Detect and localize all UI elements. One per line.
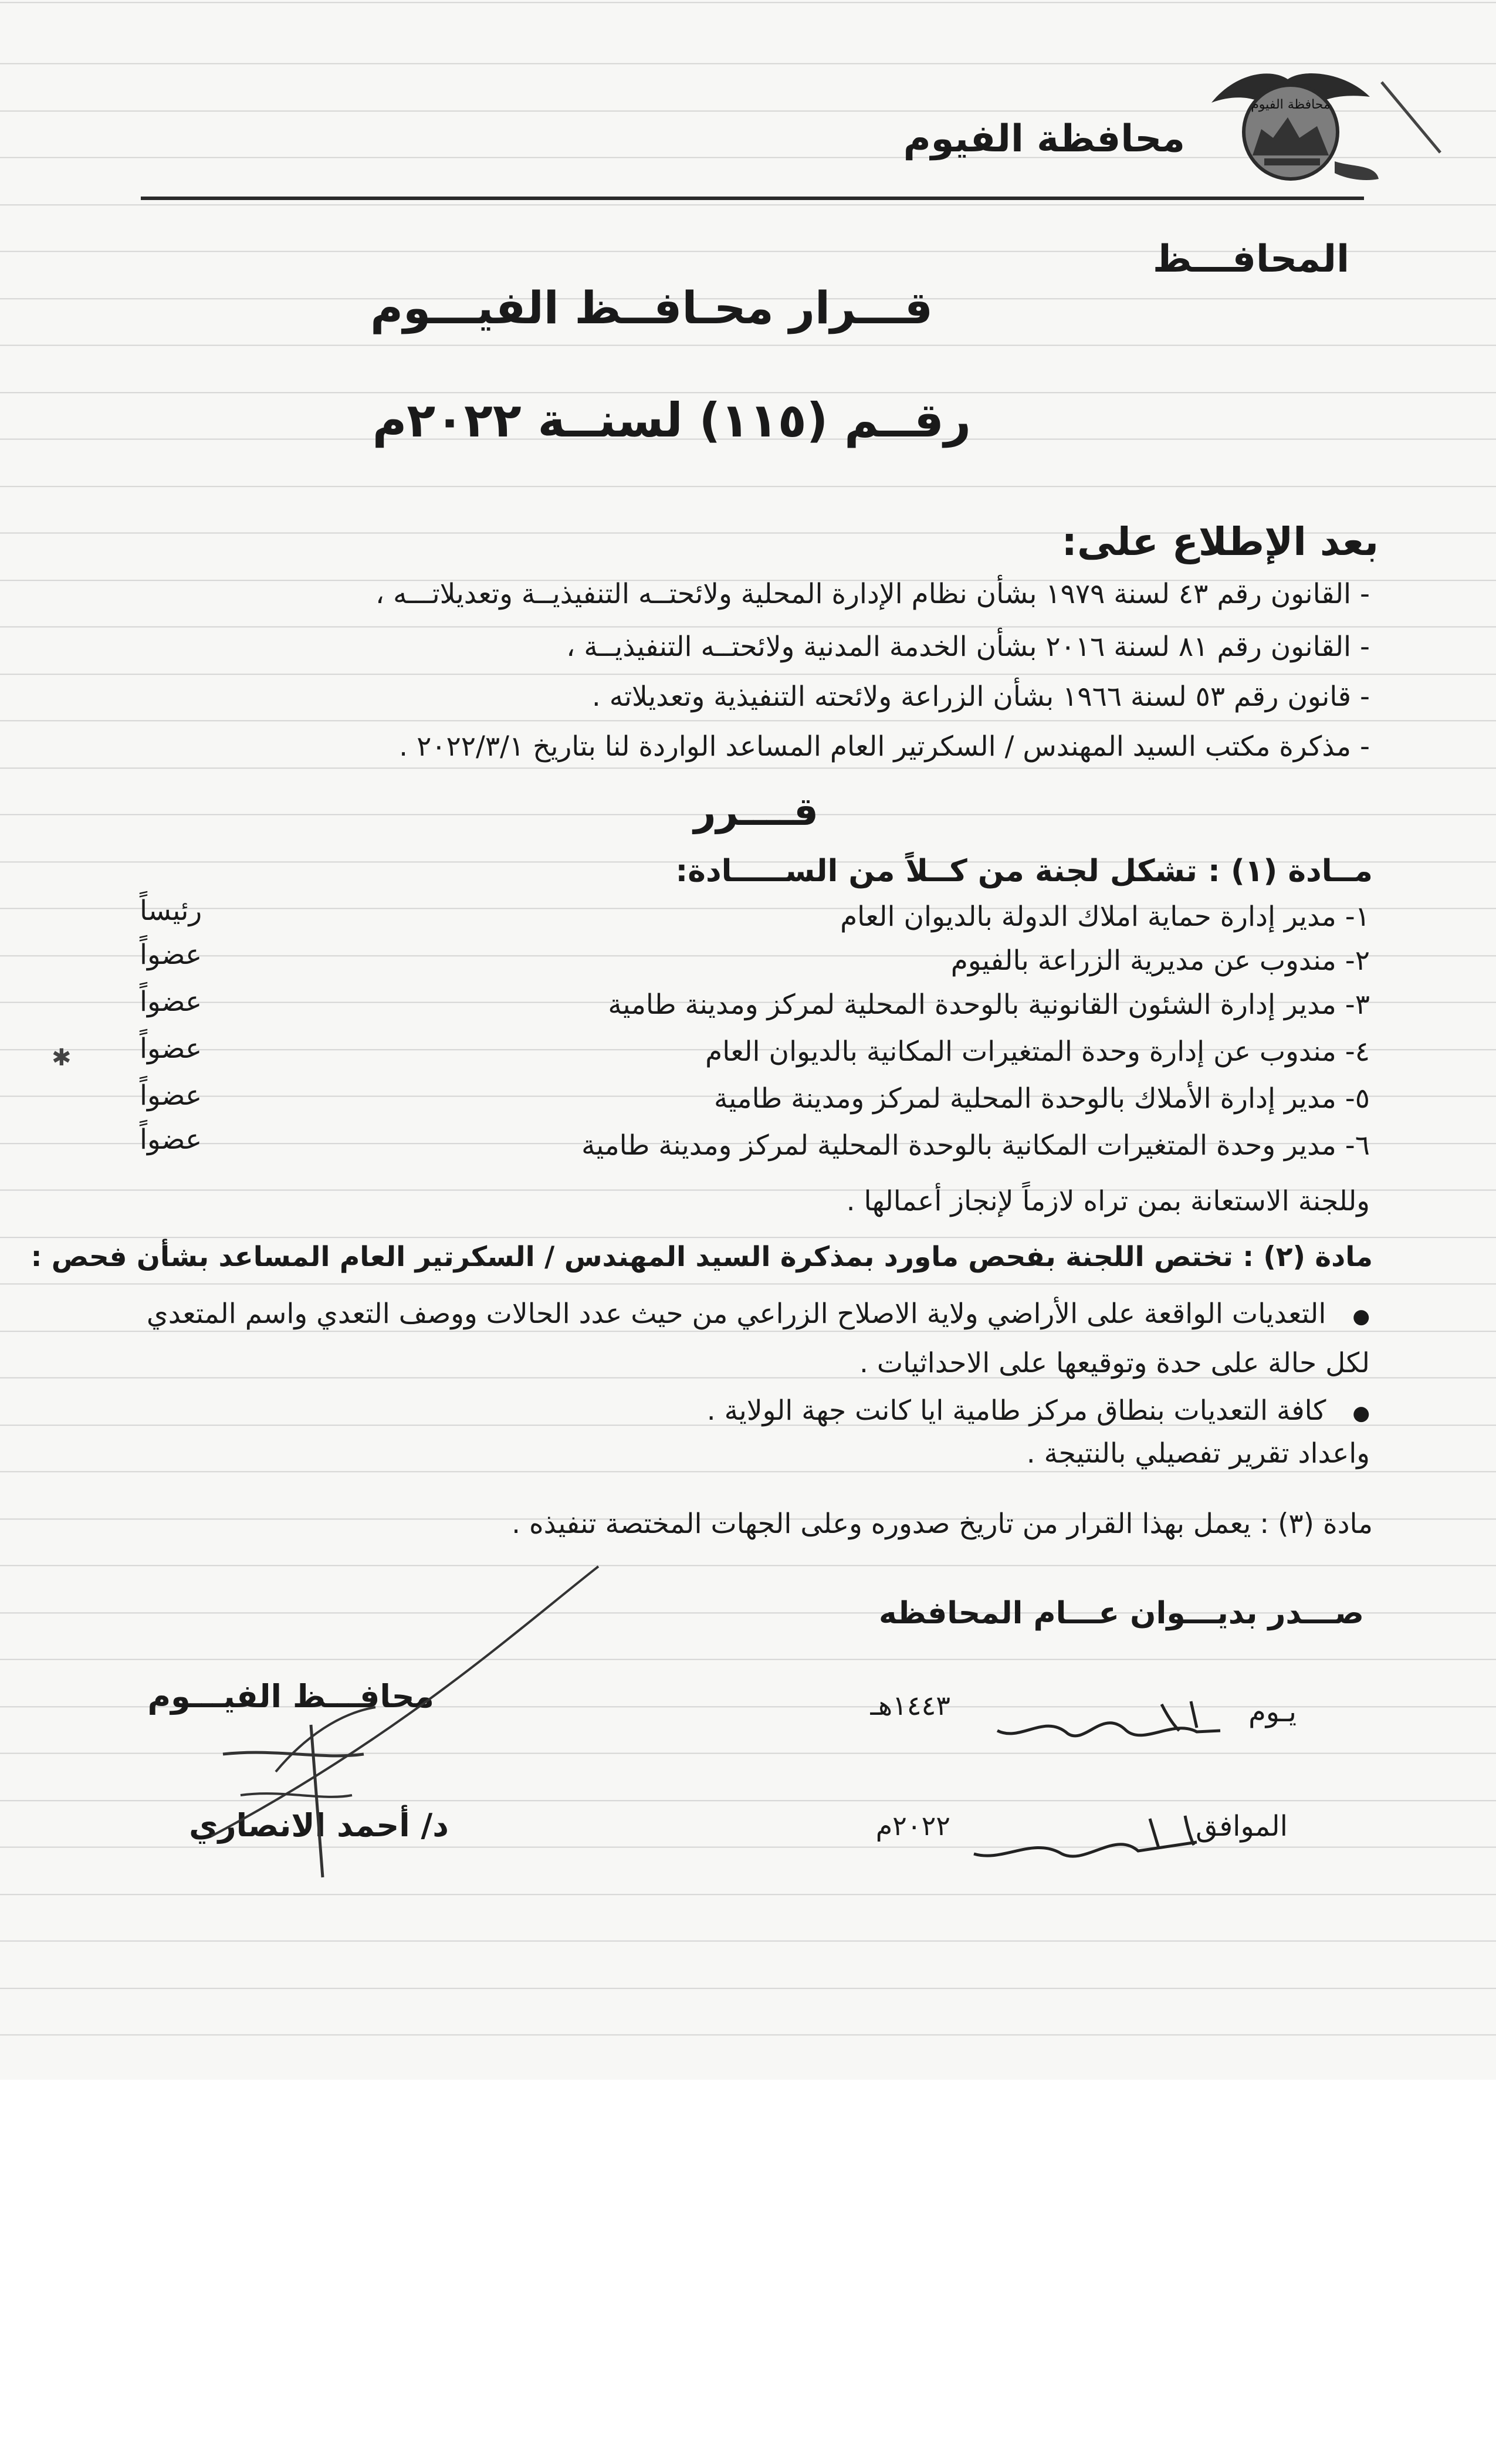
preamble-heading: بعد الإطلاع على: bbox=[1061, 519, 1379, 564]
decree-title: قـــرار محـافــظ الفيـــوم bbox=[370, 282, 933, 334]
pen-mark-top bbox=[1376, 76, 1446, 158]
margin-speck: ✱ bbox=[52, 1044, 72, 1071]
preamble-ref: - القانون رقم ٤٣ لسنة ١٩٧٩ بشأن نظام الإدارة المحلية ولائحتــه التنفيذيــة وتعديلاتـــه ، bbox=[375, 578, 1370, 610]
article-2-bullet bbox=[138, 1387, 1370, 1437]
decision-heading: قــــرر bbox=[693, 789, 818, 834]
bullet-text: التعديات الواقعة على الأراضي ولاية الاصلاح الزراعي من حيث عدد الحالات ووصف التعدي واسم المتعدي لكل حالة على حدة وتوقيعها على الاحداثيات . bbox=[146, 1298, 1370, 1379]
article-2-report: واعداد تقرير تفصيلي بالنتيجة . bbox=[1026, 1437, 1370, 1470]
article-2-bullet bbox=[138, 1291, 1370, 1387]
committee-role: عضواً bbox=[140, 986, 202, 1018]
gregorian-year: ٢٠٢٢م bbox=[875, 1810, 950, 1842]
committee-role: عضواً bbox=[140, 1033, 202, 1065]
article-1-heading: مــادة (١) : تشكل لجنة من كــلاً من الســـــادة: bbox=[675, 854, 1373, 889]
committee-closing: وللجنة الاستعانة بمن تراه لازماً لإنجاز أعمالها . bbox=[846, 1185, 1370, 1217]
corresponding-label: الموافق bbox=[1196, 1810, 1288, 1843]
governorate-name: محافظة الفيوم bbox=[903, 117, 1185, 161]
preamble-ref: - قانون رقم ٥٣ لسنة ١٩٦٦ بشأن الزراعة ولائحته التنفيذية وتعديلاته . bbox=[591, 681, 1370, 713]
preamble-ref: - مذكرة مكتب السيد المهندس / السكرتير العام المساعد الواردة لنا بتاريخ ٢٠٢٢/٣/١ . bbox=[399, 730, 1370, 763]
committee-role: عضواً bbox=[140, 1079, 202, 1112]
signatory-title: محافـــظ الفيـــوم bbox=[147, 1678, 434, 1715]
committee-member: ٥- مدير إدارة الأملاك بالوحدة المحلية لمركز ومدينة طامية bbox=[714, 1082, 1370, 1115]
article-2-heading bbox=[31, 1241, 1373, 1273]
committee-member: ٦- مدير وحدة المتغيرات المكانية بالوحدة المحلية لمركز ومدينة طامية bbox=[581, 1129, 1370, 1162]
committee-role: عضواً bbox=[140, 1123, 202, 1156]
preamble-ref: - القانون رقم ٨١ لسنة ٢٠١٦ بشأن الخدمة المدنية ولائحتــه التنفيذيــة ، bbox=[566, 631, 1370, 663]
signatory-name: د/ أحمد الانصاري bbox=[189, 1807, 449, 1844]
committee-member: ٣- مدير إدارة الشئون القانونية بالوحدة المحلية لمركز ومدينة طامية bbox=[608, 989, 1370, 1021]
svg-text:محافظة الفيوم: محافظة الفيوم bbox=[1251, 97, 1331, 112]
bullet-text: كافة التعديات بنطاق مركز طامية ايا كانت جهة الولاية . bbox=[706, 1395, 1326, 1427]
committee-role: رئيساً bbox=[140, 895, 202, 927]
issued-line: صـــدر بديـــوان عـــام المحافظه bbox=[879, 1596, 1364, 1631]
committee-role: عضواً bbox=[140, 939, 202, 971]
office-title: المحافـــظ bbox=[1152, 238, 1349, 281]
governorate-logo bbox=[1200, 62, 1382, 197]
header-divider bbox=[141, 197, 1364, 200]
committee-member: ٤- مندوب عن إدارة وحدة المتغيرات المكانية بالديوان العام bbox=[705, 1035, 1370, 1068]
handwritten-hijri-date bbox=[986, 1690, 1232, 1754]
decree-number: رقــم (١١٥) لسنــة ٢٠٢٢م bbox=[372, 393, 971, 448]
committee-member: ١- مدير إدارة حماية املاك الدولة بالديوان العام bbox=[840, 901, 1370, 933]
handwritten-gregorian-date bbox=[962, 1807, 1214, 1871]
committee-member: ٢- مندوب عن مديرية الزراعة بالفيوم bbox=[950, 945, 1370, 977]
hijri-year: ١٤٤٣هـ bbox=[870, 1690, 950, 1721]
article-3: مادة (٣) : يعمل بهذا القرار من تاريخ صدوره وعلى الجهات المختصة تنفيذه . bbox=[512, 1508, 1373, 1540]
article-2-text: مادة (٢) : تختص اللجنة بفحص ماورد بمذكرة السيد المهندس / السكرتير العام المساعد بشأن فحص : bbox=[31, 1241, 1373, 1273]
day-label: يـوم bbox=[1248, 1695, 1297, 1728]
